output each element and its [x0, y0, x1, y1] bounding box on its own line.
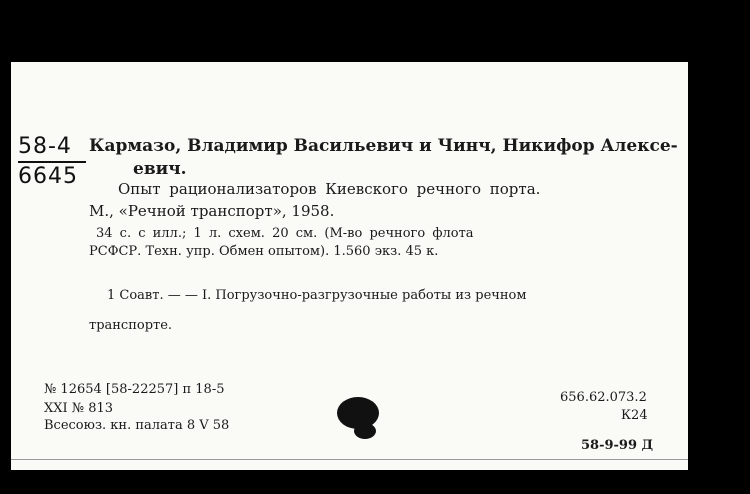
- call-number-divider: [18, 161, 86, 163]
- title-line1: Опыт рационализаторов Киевского речного порта.: [118, 180, 541, 198]
- registry-line1: № 12654 [58-22257] п 18-5: [44, 382, 225, 397]
- registry-line3: Всесоюз. кн. палата 8 V 58: [44, 418, 230, 433]
- shelf-stamp: 58-9-99 Д: [581, 438, 654, 453]
- card-bottom-rule: [11, 459, 688, 460]
- author-heading-line2: евич.: [133, 159, 187, 179]
- call-number-line2: 6645: [18, 164, 78, 189]
- tracings-line1: 1 Соавт. — — I. Погрузочно-разгрузочные работы из речном: [107, 288, 527, 303]
- ink-blot-lower: [354, 423, 376, 439]
- udc-number: 656.62.073.2: [560, 390, 647, 405]
- collation-line2: РСФСР. Техн. упр. Обмен опытом). 1.560 экз. 45 к.: [89, 244, 439, 259]
- catalog-card: [11, 62, 688, 470]
- title-line2: М., «Речной транспорт», 1958.: [89, 202, 335, 220]
- bbk-code: К24: [621, 408, 648, 423]
- registry-line2: XXI № 813: [44, 401, 114, 416]
- collation-line1: 34 с. с илл.; 1 л. схем. 20 см. (М-во речного флота: [96, 226, 474, 241]
- author-heading-line1: Кармазо, Владимир Васильевич и Чинч, Никифор Алексе-: [89, 136, 678, 156]
- call-number-line1: 58-4: [18, 134, 72, 159]
- tracings-line2: транспорте.: [89, 318, 173, 333]
